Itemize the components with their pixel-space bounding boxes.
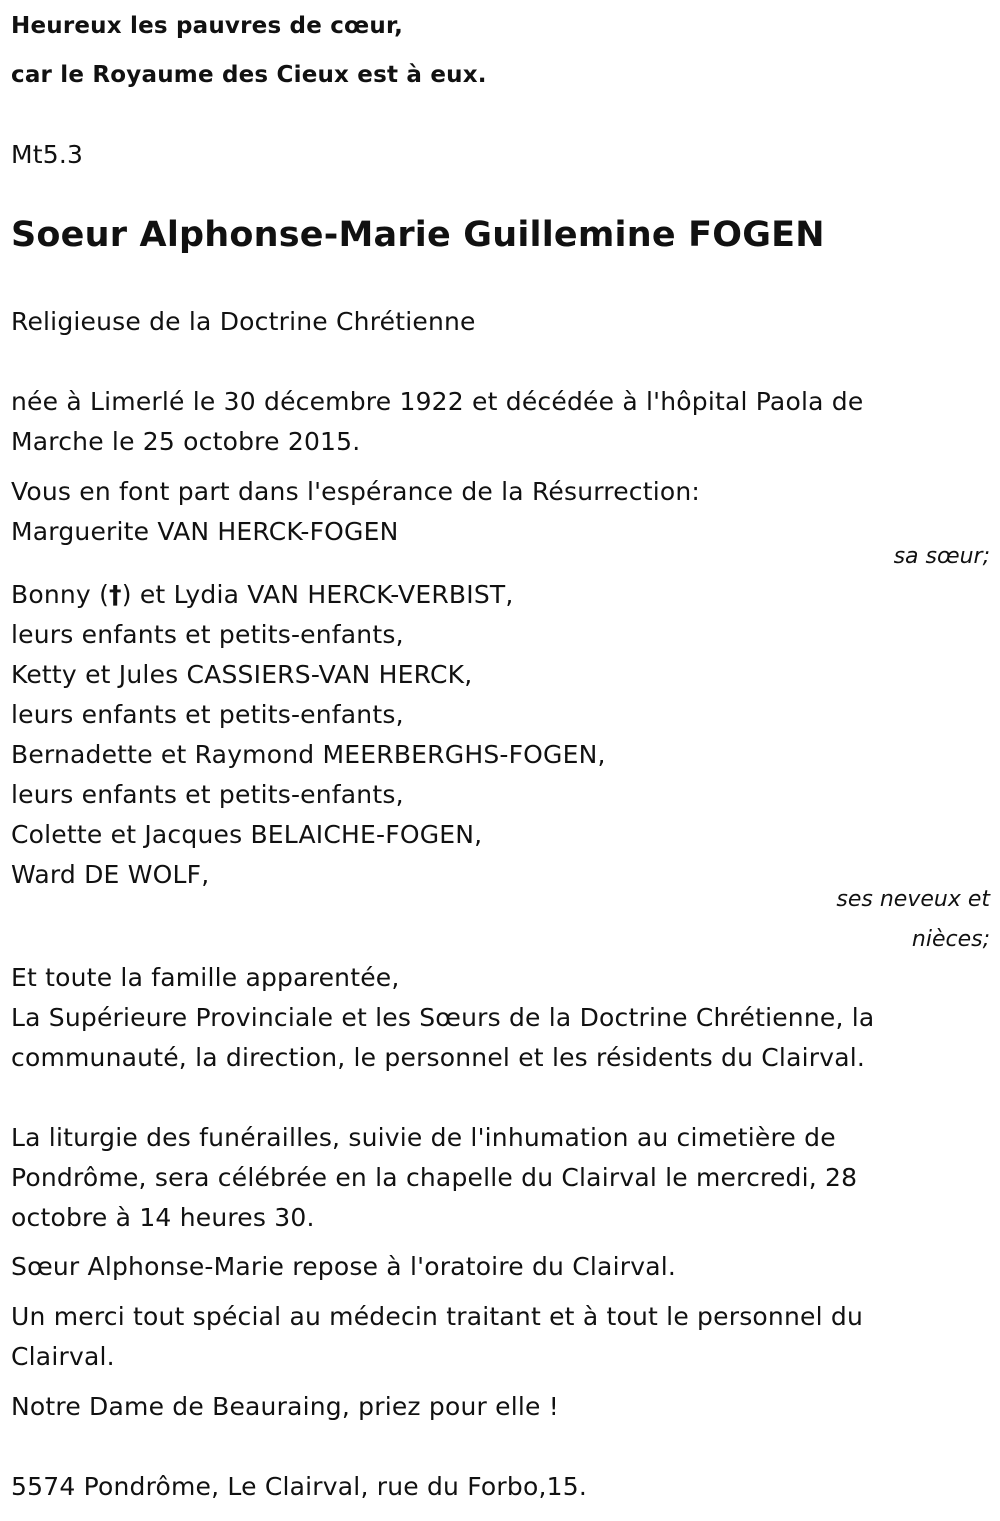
family-line-4: leurs enfants et petits-enfants,: [11, 700, 404, 729]
epigraph-line-2: car le Royaume des Cieux est à eux.: [11, 62, 487, 88]
family-line-1-before: Bonny (: [11, 580, 110, 609]
extended-family-line-3: communauté, la direction, le personnel et les résidents du Clairval.: [11, 1043, 866, 1072]
prayer: Notre Dame de Beauraing, priez pour elle !: [11, 1392, 559, 1421]
cross-icon: †: [109, 580, 122, 609]
funeral-line-2: Pondrôme, sera célébrée en la chapelle du Clairval le mercredi, 28: [11, 1163, 858, 1192]
sister-relation: sa sœur;: [893, 544, 990, 569]
family-line-1: [11, 580, 514, 610]
epigraph-line-1: Heureux les pauvres de cœur,: [11, 13, 404, 39]
deceased-role: Religieuse de la Doctrine Chrétienne: [11, 307, 476, 336]
family-line-1-after: ) et Lydia VAN HERCK-VERBIST,: [121, 580, 514, 609]
funeral-line-1: La liturgie des funérailles, suivie de l'inhumation au cimetière de: [11, 1123, 836, 1152]
extended-family-line-1: Et toute la famille apparentée,: [11, 963, 400, 992]
family-line-6: leurs enfants et petits-enfants,: [11, 780, 404, 809]
birth-death-line-1: née à Limerlé le 30 décembre 1922 et décédée à l'hôpital Paola de: [11, 387, 864, 416]
family-line-7: Colette et Jacques BELAICHE-FOGEN,: [11, 820, 483, 849]
thanks-line-2: Clairval.: [11, 1342, 115, 1371]
birth-death-line-2: Marche le 25 octobre 2015.: [11, 427, 361, 456]
family-line-5: Bernadette et Raymond MEERBERGHS-FOGEN,: [11, 740, 606, 769]
epigraph-reference: Mt5.3: [11, 140, 84, 169]
announcement-intro: Vous en font part dans l'espérance de la Résurrection:: [11, 477, 701, 506]
resting-place: Sœur Alphonse-Marie repose à l'oratoire du Clairval.: [11, 1252, 677, 1281]
sister-name: Marguerite VAN HERCK-FOGEN: [11, 517, 399, 546]
family-line-2: leurs enfants et petits-enfants,: [11, 620, 404, 649]
family-relation-line-2: nièces;: [911, 927, 990, 952]
family-line-8: Ward DE WOLF,: [11, 860, 210, 889]
family-line-3: Ketty et Jules CASSIERS-VAN HERCK,: [11, 660, 473, 689]
family-relation-line-1: ses neveux et: [836, 887, 990, 912]
thanks-line-1: Un merci tout spécial au médecin traitant et à tout le personnel du: [11, 1302, 863, 1331]
extended-family-line-2: La Supérieure Provinciale et les Sœurs de la Doctrine Chrétienne, la: [11, 1003, 875, 1032]
funeral-line-3: octobre à 14 heures 30.: [11, 1203, 315, 1232]
deceased-name: Soeur Alphonse-Marie Guillemine FOGEN: [11, 215, 825, 255]
address: 5574 Pondrôme, Le Clairval, rue du Forbo,15.: [11, 1472, 587, 1501]
